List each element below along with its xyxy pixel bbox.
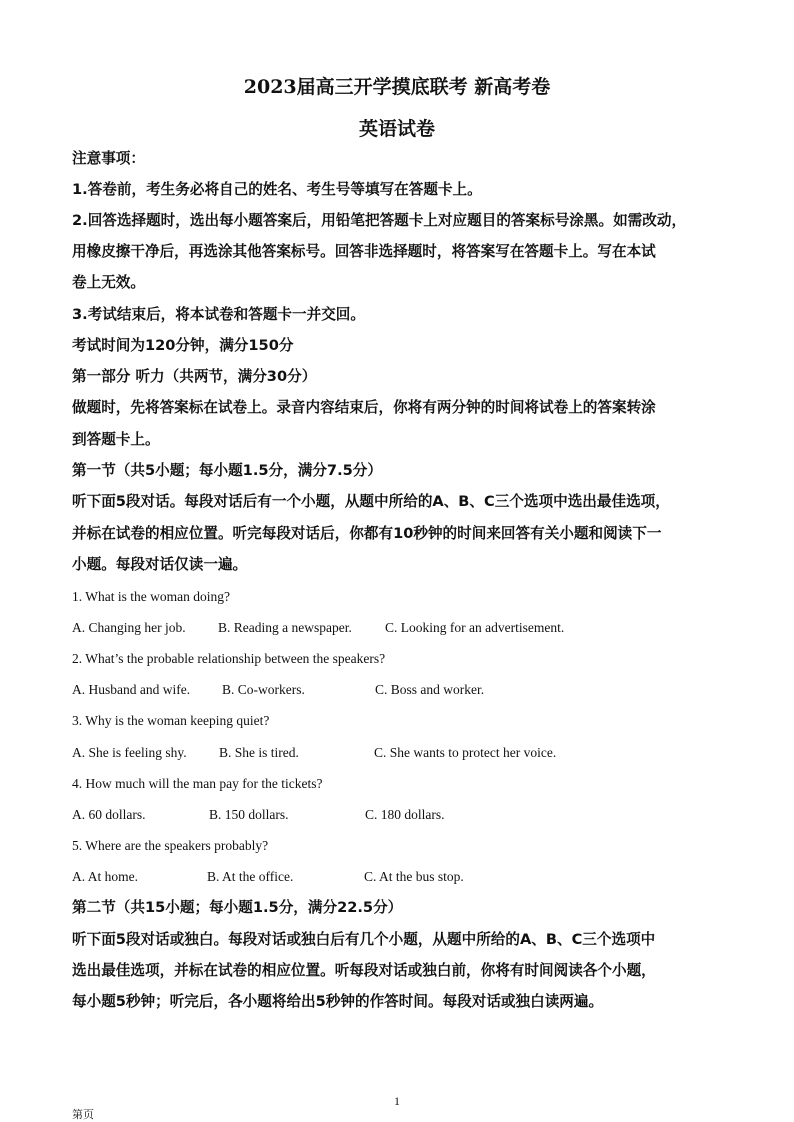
page-footer: 第页: [72, 1108, 94, 1121]
question-3-option-a: A. She is feeling shy.: [72, 745, 187, 760]
part1-heading: 第一部分 听力（共两节，满分30分）: [72, 368, 317, 385]
question-4: 4. How much will the man pay for the tickets?: [72, 776, 323, 791]
question-5-option-c: C. At the bus stop.: [364, 869, 464, 884]
notes-heading: 注意事项：: [72, 150, 145, 167]
question-4-option-a: A. 60 dollars.: [72, 807, 146, 822]
question-4-option-c: C. 180 dollars.: [365, 807, 445, 822]
exam-time: 考试时间为120分钟，满分150分: [72, 337, 294, 354]
part1-intro-line-2: 到答题卡上。: [72, 431, 160, 448]
question-5-option-b: B. At the office.: [207, 869, 294, 884]
note-item-2-line-1: 2.回答选择题时，选出每小题答案后，用铅笔把答题卡上对应题目的答案标号涂黑。如需改动，: [72, 212, 687, 229]
note-item-3: 3.考试结束后，将本试卷和答题卡一并交回。: [72, 306, 365, 323]
question-2: 2. What’s the probable relationship between the speakers?: [72, 651, 386, 666]
section1-intro-line-3: 小题。每段对话仅读一遍。: [72, 556, 248, 573]
note-item-2-line-3: 卷上无效。: [72, 274, 145, 291]
question-2-option-a: A. Husband and wife.: [72, 682, 191, 697]
section1-intro-line-1: 听下面5段对话。每段对话后有一个小题，从题中所给的A、B、C三个选项中选出最佳选项，: [72, 493, 670, 510]
question-2-option-b: B. Co-workers.: [222, 682, 305, 697]
question-4-option-b: B. 150 dollars.: [209, 807, 289, 822]
question-3-option-c: C. She wants to protect her voice.: [374, 745, 557, 760]
question-1-option-a: A. Changing her job.: [72, 620, 186, 635]
section2-intro-line-3: 每小题5秒钟；听完后，各小题将给出5秒钟的作答时间。每段对话或独白读两遍。: [72, 993, 604, 1010]
question-2-option-c: C. Boss and worker.: [375, 682, 485, 697]
section2-heading: 第二节（共15小题；每小题1.5分，满分22.5分）: [72, 899, 403, 916]
question-1-option-b: B. Reading a newspaper.: [218, 620, 352, 635]
question-1-option-c: C. Looking for an advertisement.: [385, 620, 565, 635]
note-item-2-line-2: 用橡皮擦干净后，再选涂其他答案标号。回答非选择题时，将答案写在答题卡上。写在本试: [72, 243, 656, 260]
section1-intro-line-2: 并标在试卷的相应位置。听完每段对话后，你都有10秒钟的时间来回答有关小题和阅读下一: [72, 525, 662, 542]
question-5-option-a: A. At home.: [72, 869, 138, 884]
question-1: 1. What is the woman doing?: [72, 589, 230, 604]
question-3-option-b: B. She is tired.: [219, 745, 299, 760]
section2-intro-line-2: 选出最佳选项，并标在试卷的相应位置。听每段对话或独白前，你将有时间阅读各个小题，: [72, 962, 656, 979]
exam-title: 2023届高三开学摸底联考 新高考卷: [243, 76, 551, 98]
part1-intro-line-1: 做题时，先将答案标在试卷上。录音内容结束后，你将有两分钟的时间将试卷上的答案转涂: [72, 399, 656, 416]
page-number: 1: [394, 1094, 400, 1108]
question-3: 3. Why is the woman keeping quiet?: [72, 713, 270, 728]
section2-intro-line-1: 听下面5段对话或独白。每段对话或独白后有几个小题，从题中所给的A、B、C三个选项中: [72, 931, 656, 948]
exam-subtitle: 英语试卷: [358, 118, 435, 140]
section1-heading: 第一节（共5小题；每小题1.5分，满分7.5分）: [72, 462, 382, 479]
note-item-1: 1.答卷前，考生务必将自己的姓名、考生号等填写在答题卡上。: [72, 181, 482, 198]
question-5: 5. Where are the speakers probably?: [72, 838, 269, 853]
